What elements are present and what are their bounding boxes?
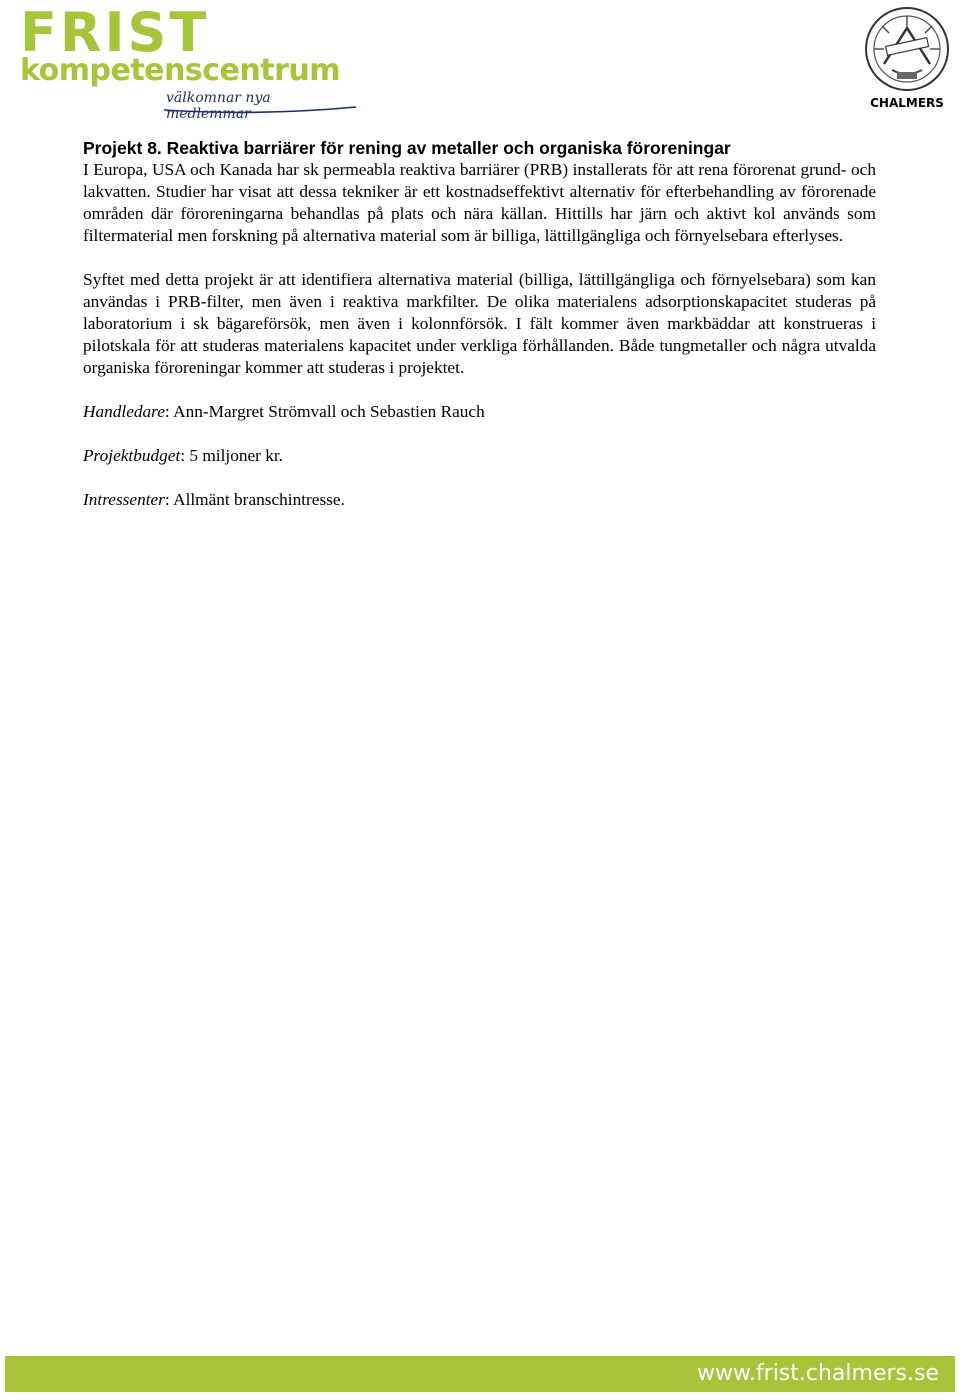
stakeholders-field — [83, 489, 876, 511]
project-heading: Projekt 8. Reaktiva barriärer för rening av metaller och organiska föroreningar — [83, 138, 731, 158]
stakeholders-value: : Allmänt branschintresse. — [164, 490, 345, 509]
budget-value: : 5 miljoner kr. — [180, 446, 283, 465]
stakeholders-label: Intressenter — [83, 490, 165, 509]
paragraph-aim: Syftet med detta projekt är att identifiera alternativa material (billiga, lättillgängliga och förnyelsebara) som kan användas i PRB-filter, men även i reaktiva markfilter. De olika materialens adsorptionskapacitet studeras på laboratorium i sk bägareförsök, men även i kolonnförsök. I fält kommer även markbäddar att konstrueras i pilotskala för att studeras materialens kapacitet under verkliga förhållanden. Både tungmetaller och några utvalda organiska föroreningar kommer att studeras i projektet. — [83, 270, 876, 377]
footer-url: www.frist.chalmers.se — [696, 1361, 939, 1386]
swoosh-icon — [160, 104, 360, 114]
frist-logo-subtitle: kompetenscentrum — [20, 53, 340, 88]
supervisor-field — [83, 401, 876, 423]
footer-bar — [5, 1356, 955, 1392]
supervisor-value: : Ann-Margret Strömvall och Sebastien Rauch — [164, 402, 485, 421]
chalmers-logo — [860, 6, 954, 112]
budget-label: Projektbudget — [83, 446, 181, 465]
frist-logo — [20, 1, 350, 122]
document-body — [83, 137, 876, 511]
paragraph-intro: I Europa, USA och Kanada har sk permeabla reaktiva barriärer (PRB) installerats för att rena förorenat grund- och lakvatten. Studier har visat att dessa tekniker är ett kostnadseffektivt alternativ för efterbehandling av förorenade områden där föroreningarna behandlas på plats och nära källan. Hittills har järn och aktivt kol används som filtermaterial men forskning på alternativa material som är billiga, lättillgängliga och förnyelsebara efterlyses. — [83, 160, 876, 245]
supervisor-label: Handledare — [83, 402, 165, 421]
frist-logo-tagline: välkomnar nya medlemmar — [166, 90, 271, 122]
chalmers-wordmark: CHALMERS — [870, 96, 944, 110]
budget-field — [83, 445, 876, 467]
chalmers-seal-icon — [864, 6, 950, 92]
frist-logo-word: FRIST — [20, 1, 210, 64]
